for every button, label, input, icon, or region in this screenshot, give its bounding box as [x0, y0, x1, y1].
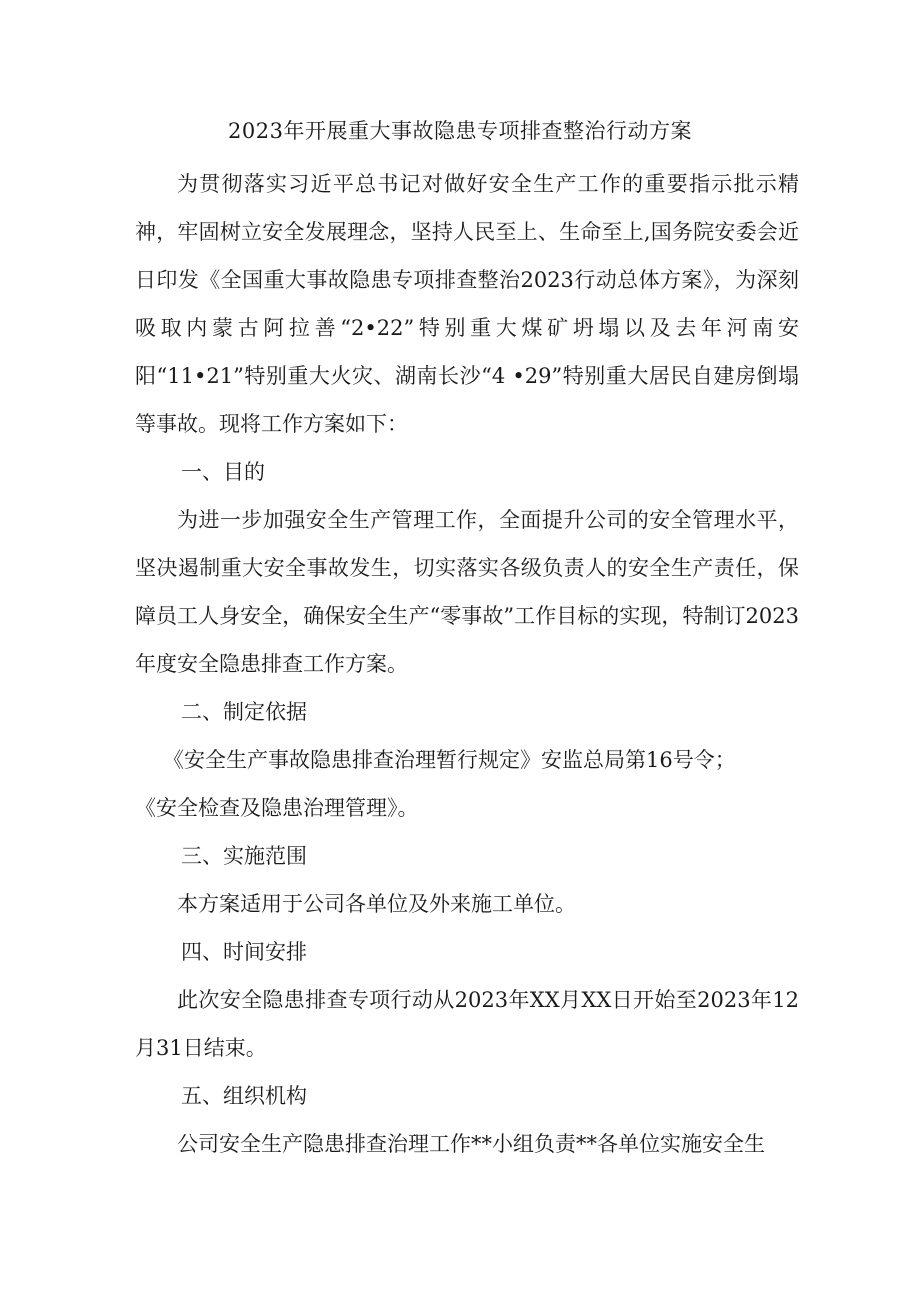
section-paragraph-schedule: 此次安全隐患排查专项行动从2023年XX月XX日开始至2023年12月31日结束。 [135, 988, 799, 1060]
document-body [135, 160, 799, 1168]
section-heading-basis: 二、制定依据 [181, 700, 307, 724]
section-paragraph-purpose: 为进一步加强安全生产管理工作，全面提升公司的安全管理水平，坚决遏制重大安全事故发生，切实落实各级负责人的安全生产责任，保障员工人身安全，确保安全生产“零事故”工作目标的实现，特制订2023年度安全隐患排查工作方案。 [135, 508, 799, 676]
section-paragraph-basis-2: 《安全检查及隐患治理管理》。 [135, 796, 419, 820]
intro-paragraph: 为贯彻落实习近平总书记对做好安全生产工作的重要指示批示精神，牢固树立安全发展理念，坚持人民至上、生命至上,国务院安委会近日印发《全国重大事故隐患专项排查整治2023行动总体方案》，为深刻吸取内蒙古阿拉善“2•22”特别重大煤矿坍塌以及去年河南安阳“11•21”特别重大火灾、湖南长沙“4 •29”特别重大居民自建房倒塌等事故。现将工作方案如下： [135, 172, 799, 436]
section-paragraph-scope: 本方案适用于公司各单位及外来施工单位。 [177, 892, 576, 916]
section-heading-organization: 五、组织机构 [181, 1084, 307, 1108]
section-paragraph-basis-1: 《安全生产事故隐患排查治理暂行规定》安监总局第16号令； [163, 748, 736, 772]
section-paragraph-organization: 公司安全生产隐患排查治理工作**小组负责**各单位实施安全生 [177, 1132, 765, 1156]
section-heading-scope: 三、实施范围 [181, 844, 307, 868]
section-heading-schedule: 四、时间安排 [181, 940, 307, 964]
section-heading-purpose: 一、目的 [181, 460, 265, 484]
document-title: 2023年开展重大事故隐患专项排查整治行动方案 [228, 119, 692, 143]
